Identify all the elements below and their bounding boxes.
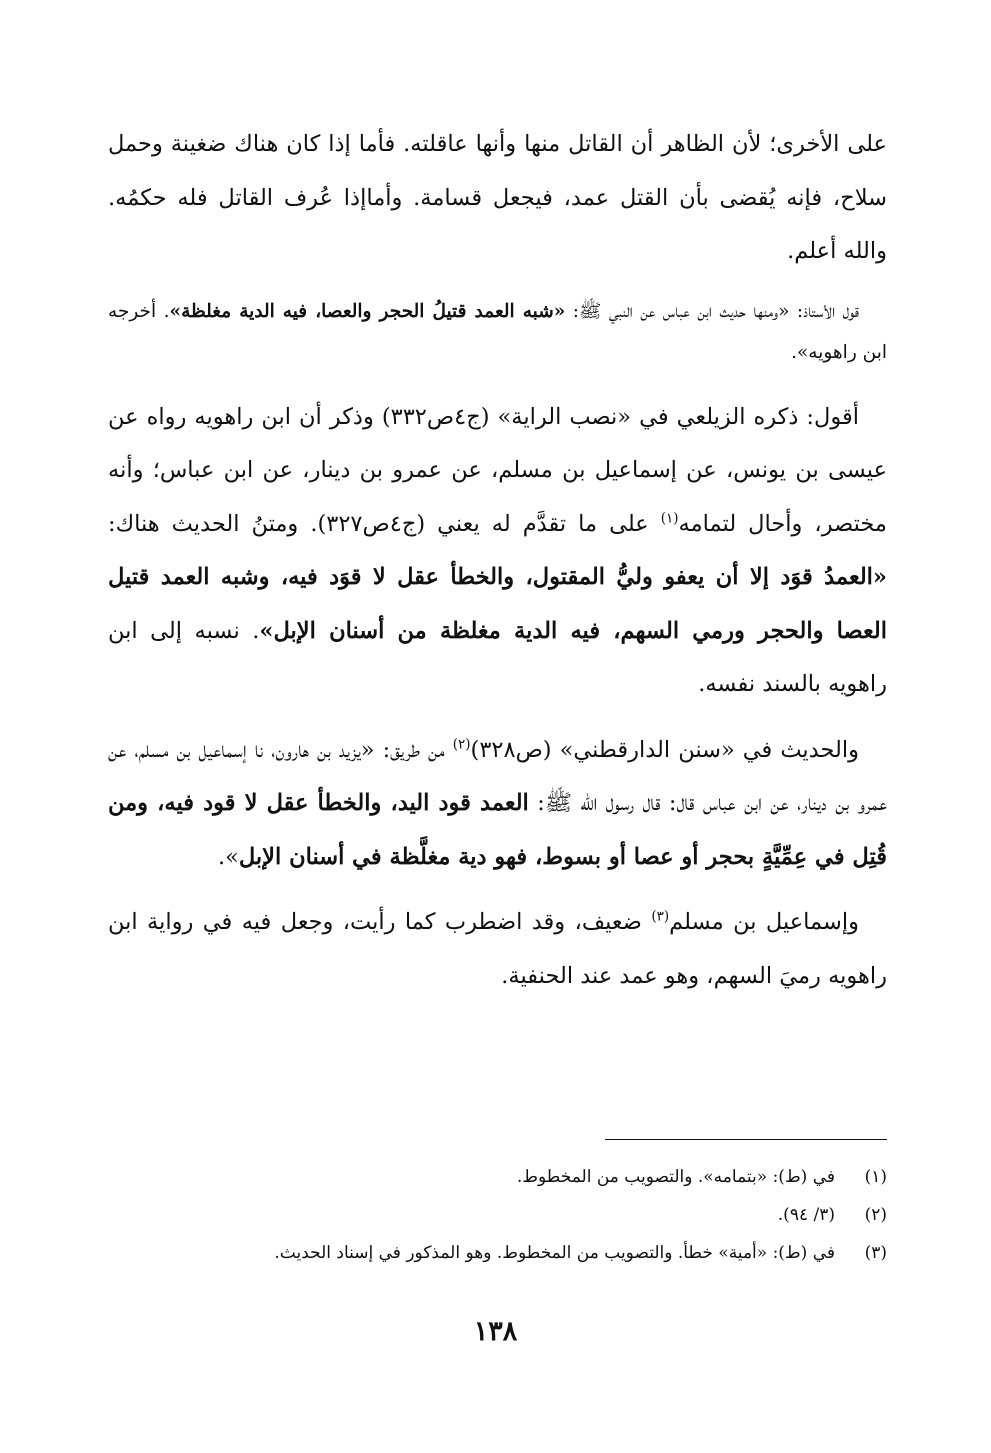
- footnote-ref-2[interactable]: (٢): [452, 736, 471, 752]
- footnotes: [108, 1158, 887, 1272]
- paragraph-4-hadith: العمد قود اليد، والخطأ عقل لا قود فيه، ومن قُتِل في عِمِّيَّةٍ بحجر أو عصا أو بسوط، فهو دية مغلَّظة في أسنان الإبل: [108, 790, 887, 870]
- footnote-ref-3[interactable]: (٣): [651, 908, 670, 925]
- paragraph-1: [108, 118, 887, 279]
- paragraph-3-hadith: «العمدُ قوَد إلا أن يعفو وليُّ المقتول، والخطأ عقل لا قوَد فيه، وشبه العمد قتيل العصا والحجر ورمي السهم، فيه الدية مغلظة من أسنان الإبل»: [108, 564, 887, 644]
- paragraph-5: [108, 896, 887, 1003]
- paragraph-4: [108, 724, 887, 885]
- footnote-2-number: (٢): [864, 1205, 887, 1225]
- footnote-2: [108, 1196, 887, 1234]
- paragraph-3: [108, 391, 887, 712]
- paragraph-2-hadith: «شبه العمد قتيلُ الحجر والعصا، فيه الدية مغلظة»: [169, 300, 566, 322]
- footnote-ref-1[interactable]: (١): [660, 510, 679, 526]
- footnote-3: [108, 1234, 887, 1272]
- footnote-1-number: (١): [864, 1167, 887, 1187]
- paragraph-2-pre: قول الأستاذ: «ومنها حديث ابن عباس عن النبي ﷺ:: [565, 300, 859, 322]
- footnote-1-text: في (ط): «بتمامه». والتصويب من المخطوط.: [516, 1167, 835, 1187]
- footnote-1: [108, 1158, 887, 1196]
- footnote-3-number: (٣): [864, 1243, 887, 1263]
- paragraph-3-pre: أقول: ذكره الزيلعي في «نصب الراية» (ج٤ص٣٣٢) وذكر أن ابن راهويه رواه عن عيسى بن يونس، عن إسماعيل بن مسلم، عن عمرو بن دينار، عن ابن عباس؛ وأنه مختصر، وأحال لتمامه: [108, 403, 887, 537]
- paragraph-4-mid: من طريق: «يزيد بن هارون، نا إسماعيل بن مسلم، عن عمرو بن دينار، عن ابن عباس قال: قال رسول الله ﷺ:: [108, 736, 887, 816]
- footnote-3-text: في (ط): «أمية» خطأ. والتصويب من المخطوط. وهو المذكور في إسناد الحديث.: [274, 1243, 835, 1263]
- footnote-2-text: (٣/ ٩٤).: [777, 1205, 835, 1225]
- page-number: ١٣٨: [473, 1316, 518, 1347]
- paragraph-3-mid: على ما تقدَّم له يعني (ج٤ص٣٢٧). ومتنُ الحديث هناك:: [108, 510, 661, 537]
- paragraph-5-pre: وإسماعيل بن مسلم: [669, 909, 859, 935]
- paragraph-4-pre: والحديث في «سنن الدارقطني» (ص٣٢٨): [470, 736, 859, 763]
- paragraph-1-text: على الأخرى؛ لأن الظاهر أن القاتل منها وأنها عاقلته. فأما إذا كان هناك ضغينة وحمل سلاح، فإنه يُقضى بأن القتل عمد، فيجعل قسامة. وأماإذا عُرف القاتل فله حكمُه. والله أعلم.: [108, 131, 887, 264]
- paragraph-2-quote: [108, 291, 887, 373]
- paragraph-5-post: ضعيف، وقد اضطرب كما رأيت، وجعل فيه في رواية ابن راهويه رميَ السهم، وهو عمد عند الحنفية.: [108, 909, 887, 989]
- main-text: [108, 118, 887, 1015]
- paragraph-4-post: ».: [217, 843, 239, 870]
- paragraph-2-post: . أخرجه ابن راهويه».: [108, 300, 887, 363]
- paragraph-3-post: . نسبه إلى ابن راهويه بالسند نفسه.: [108, 617, 887, 697]
- footnote-separator: [605, 1139, 887, 1140]
